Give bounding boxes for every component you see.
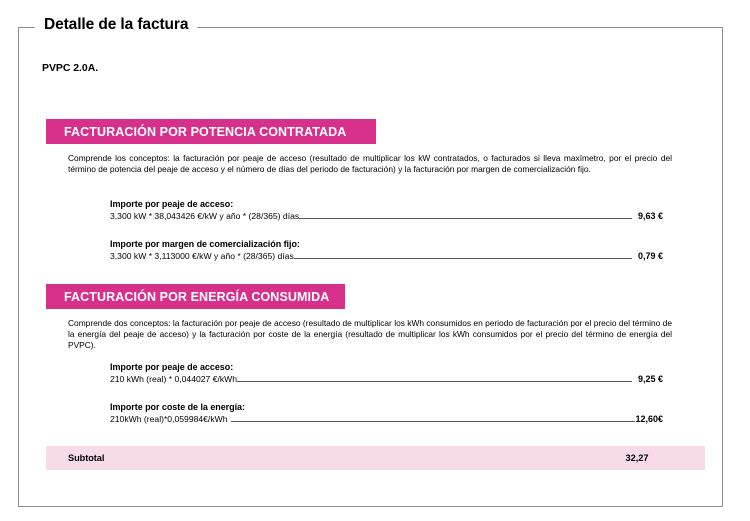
line-item-label: Importe por coste de la energía:: [110, 402, 245, 412]
page-title: Detalle de la factura: [35, 16, 197, 34]
subtotal-row: [46, 446, 705, 470]
line-item-amount: 0,79 €: [637, 251, 663, 261]
line-item-label: Importe por margen de comercialización fijo:: [110, 239, 300, 249]
line-item-amount: 12,60€: [635, 414, 663, 424]
section-description-energia-consumida: Comprende dos conceptos: la facturación por peaje de acceso (resultado de multiplicar los kWh consumidos en periodo de facturación por el precio del término de la energía del peaje de acceso) y la facturación por coste de la energía (resultado de multiplicar los kWh consumidos por el precio del término de energía del PVPC).: [68, 318, 672, 351]
line-item-detail: 3,300 kW * 38,043426 €/kW y año * (28/365) días: [110, 211, 300, 221]
line-item: [110, 199, 663, 221]
leader-line: [294, 257, 632, 259]
subtotal-value: 32,27: [625, 453, 649, 463]
leader-line: [299, 217, 632, 219]
line-item: [110, 239, 663, 261]
section-header-potencia-contratada: [46, 119, 376, 144]
line-item-row: [110, 414, 663, 424]
line-item-amount: 9,63 €: [637, 211, 663, 221]
section-header-label: FACTURACIÓN POR POTENCIA CONTRATADA: [64, 124, 347, 139]
line-item-detail: 210kWh (real)*0,059984€/kWh: [110, 414, 228, 424]
section-header-energia-consumida: [46, 284, 345, 309]
leader-line: [231, 420, 636, 422]
subtotal-label: Subtotal: [68, 453, 105, 463]
section-description-potencia-contratada: Comprende los conceptos: la facturación por peaje de acceso (resultado de multiplicar los kW contratados, o facturados si lleva maxímetro, por el precio del término de potencia del peaje de acceso y el número de días del periodo de facturación) y la facturación por margen de comercialización fijo.: [68, 153, 672, 175]
line-item-label: Importe por peaje de acceso:: [110, 199, 234, 209]
section-header-label: FACTURACIÓN POR ENERGÍA CONSUMIDA: [64, 289, 330, 304]
line-item: [110, 402, 663, 424]
line-item-label: Importe por peaje de acceso:: [110, 362, 234, 372]
line-item-amount: 9,25 €: [637, 374, 663, 384]
line-item-row: [110, 211, 663, 221]
line-item-detail: 3,300 kW * 3,113000 €/kW y año * (28/365) días: [110, 251, 294, 261]
line-item-row: [110, 251, 663, 261]
line-item-detail: 210 kWh (real) * 0,044027 €/kWh: [110, 374, 238, 384]
tariff-label: PVPC 2.0A.: [42, 62, 99, 74]
line-item: [110, 362, 663, 384]
leader-line: [237, 380, 632, 382]
line-item-row: [110, 374, 663, 384]
